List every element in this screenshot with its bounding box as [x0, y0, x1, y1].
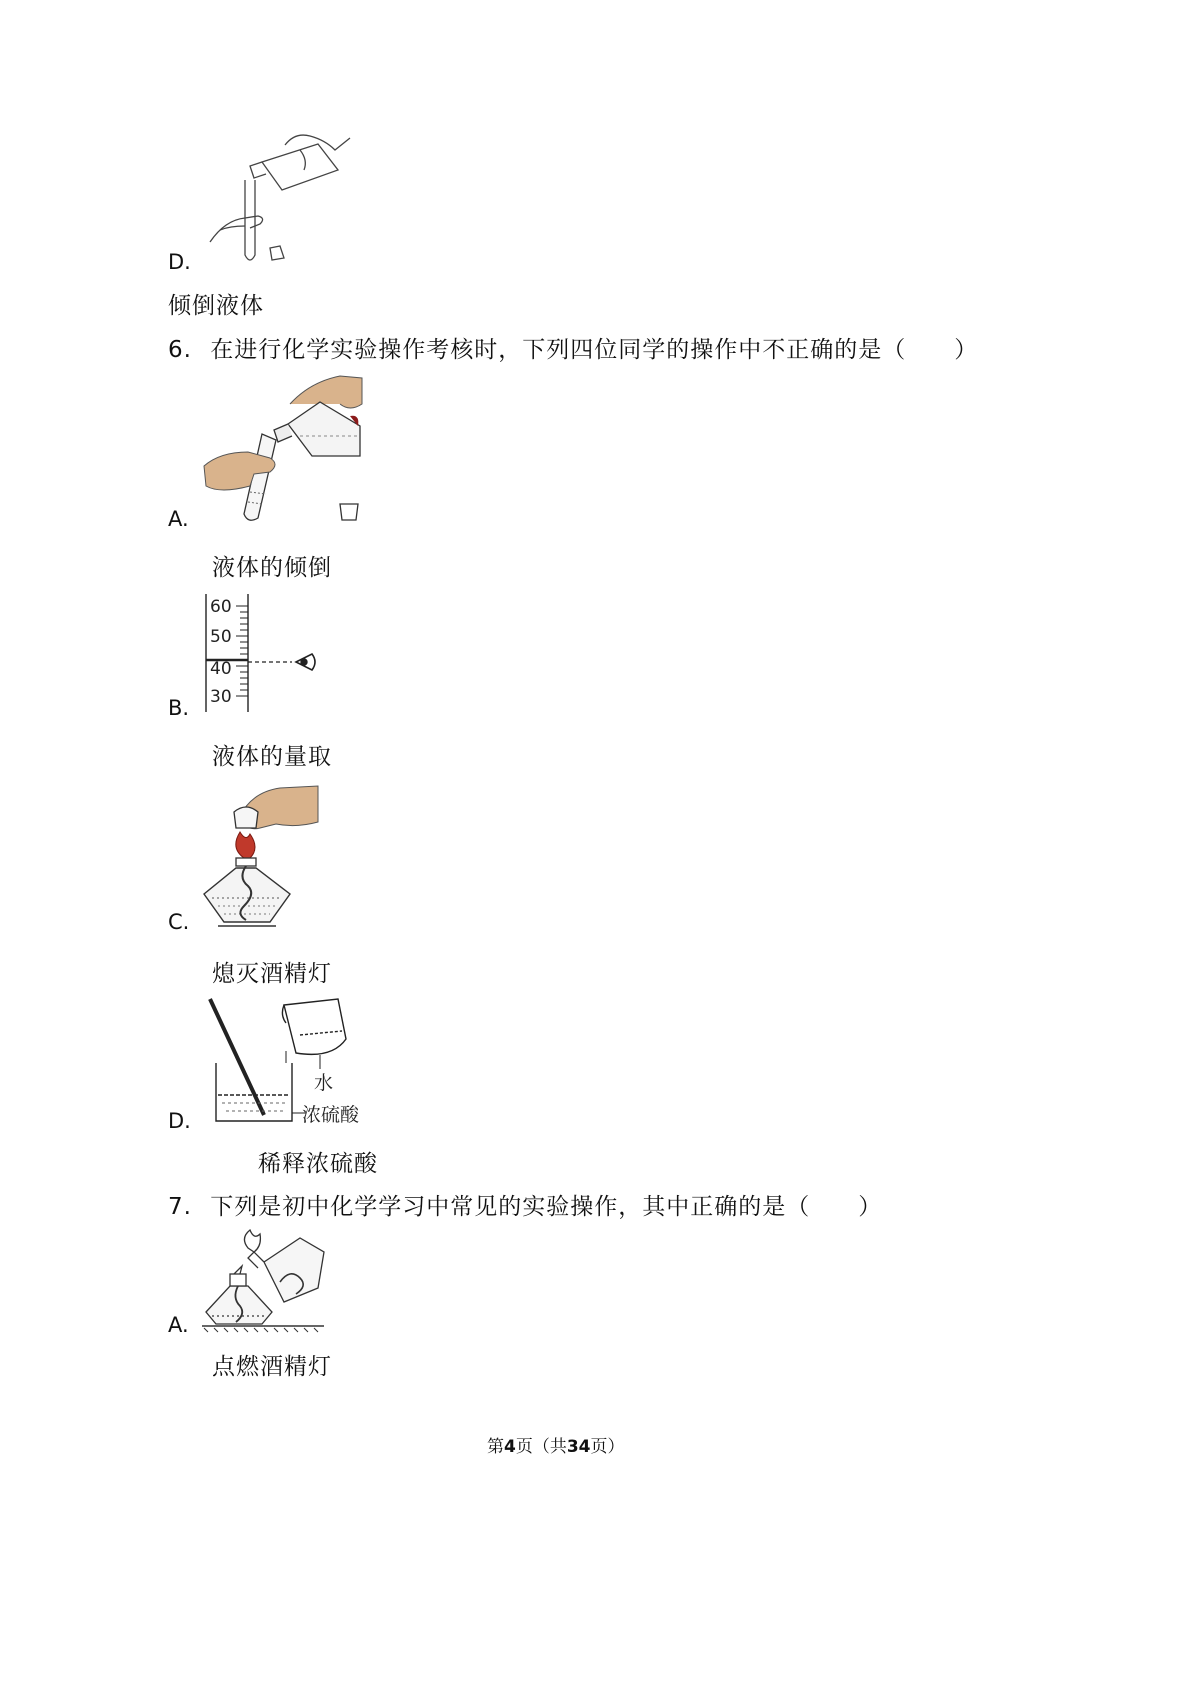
alcohol-lamp-extinguish-figure	[200, 782, 330, 932]
question-text: 在进行化学实验操作考核时，下列四位同学的操作中不正确的是（ ）	[210, 337, 979, 363]
scale-label-50: 50	[210, 627, 232, 647]
option-caption-a: 点燃酒精灯	[212, 1354, 332, 1380]
option-caption-d: 稀释浓硫酸	[258, 1151, 378, 1177]
lighting-alcohol-lamp-figure	[200, 1228, 330, 1333]
footer-suffix: 页）	[590, 1437, 625, 1457]
option-letter-a: A.	[168, 507, 189, 531]
question-7	[168, 1188, 882, 1221]
footer-page-number: 4	[504, 1437, 516, 1457]
option-letter-a: A.	[168, 1313, 189, 1337]
scale-label-40: 40	[210, 659, 232, 679]
option-letter-b: B.	[168, 696, 190, 720]
question-number: 6.	[168, 337, 192, 363]
question-number: 7.	[168, 1194, 192, 1220]
option-letter-c: C.	[168, 910, 190, 934]
dilute-sulfuric-acid-figure	[200, 995, 370, 1130]
question-6	[168, 331, 978, 364]
graduated-cylinder-figure	[200, 592, 330, 717]
option-letter-d: D.	[168, 1109, 191, 1133]
pouring-liquid-figure-prev	[200, 130, 370, 280]
label-acid: 浓硫酸	[302, 1104, 360, 1126]
option-caption-b: 液体的量取	[212, 744, 332, 770]
option-letter-d: D.	[168, 250, 191, 274]
footer-prefix: 第	[487, 1437, 504, 1457]
option-caption-d: 倾倒液体	[168, 293, 264, 319]
footer-middle: 页（共	[515, 1437, 567, 1457]
scale-label-60: 60	[210, 597, 232, 617]
label-water: 水	[314, 1072, 334, 1094]
scale-label-30: 30	[210, 687, 232, 707]
pouring-liquid-figure	[200, 374, 370, 524]
option-caption-a: 液体的倾倒	[212, 555, 332, 581]
page-footer	[487, 1432, 625, 1457]
footer-total-pages: 34	[566, 1437, 591, 1457]
option-caption-c: 熄灭酒精灯	[212, 961, 332, 987]
question-text: 下列是初中化学学习中常见的实验操作，其中正确的是（ ）	[210, 1194, 883, 1220]
